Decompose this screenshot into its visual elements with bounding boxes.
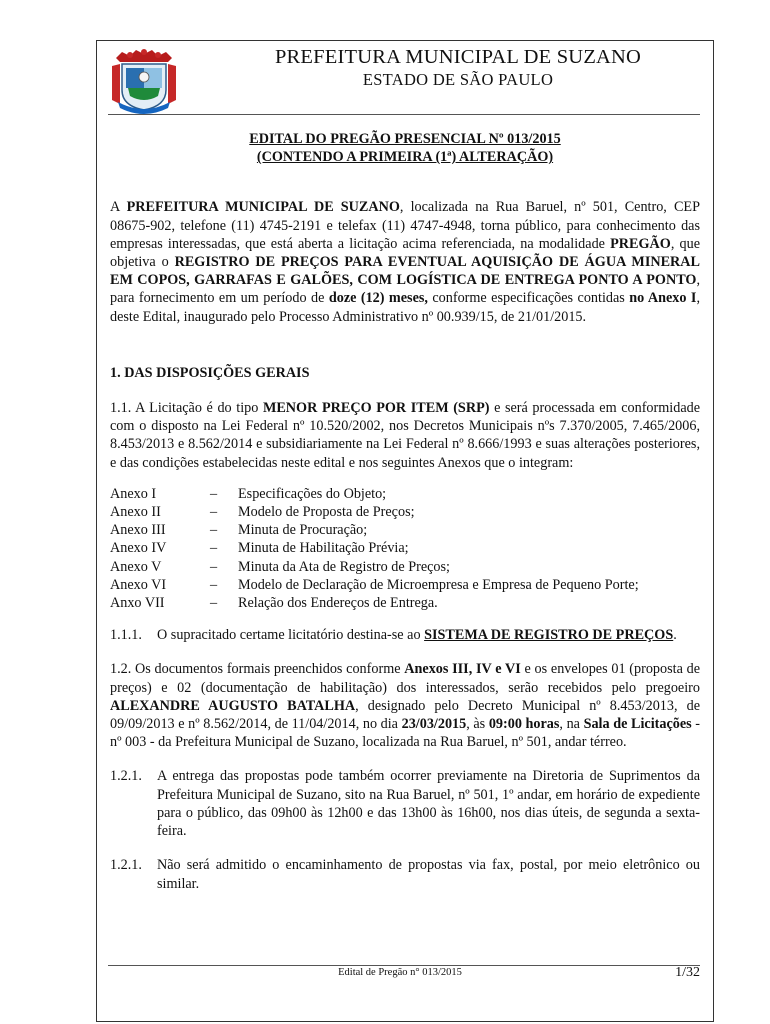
annex-item: Anexo III – Minuta de Procuração; xyxy=(110,522,368,539)
intro-paragraph: A PREFEITURA MUNICIPAL DE SUZANO, localizada na Rua Baruel, nº 501, Centro, CEP 08675-902, telefone (11) 4745-2191 e telefax (11) 4747-4948, torna público, para conhecimento das empresas interessadas, que está aberta a licitação acima referenciada, na modalidade PREGÃO, que objetiva o REGISTRO DE PREÇOS PARA EVENTUAL AQUISIÇÃO DE ÁGUA MINERAL EM COPOS, GARRAFAS E GALÕES, COM LOGÍSTICA DE ENTREGA PONTO A PONTO, para fornecimento em um período de doze (12) meses, conforme especificações contidas no Anexo I, deste Edital, inaugurado pelo Processo Administrativo nº 00.939/15, de 21/01/2015. xyxy=(110,199,701,325)
header-divider xyxy=(108,114,700,115)
footer-caption: Edital de Pregão n° 013/2015 xyxy=(338,967,462,978)
annex-item: Anexo V – Minuta da Ata de Registro de Preços; xyxy=(110,558,450,575)
annex-item: Anexo IV – Minuta de Habilitação Prévia; xyxy=(110,540,409,557)
document-title-line-1: EDITAL DO PREGÃO PRESENCIAL Nº 013/2015 xyxy=(249,131,561,147)
clause-1-2: 1.2. Os documentos formais preenchidos conforme Anexos III, IV e VI e os envelopes 01 (proposta de preços) e 02 (documentação de habilitação) dos interessados, serão recebidos pelo pregoeiro ALEXANDRE AUGUSTO BATALHA, designado pelo Decreto Municipal nº 8.453/2013, de 09/09/2013 e nº 8.562/2014, de 11/04/2014, no dia 23/03/2015, às 09:00 horas, na Sala de Licitações - nº 003 - da Prefeitura Municipal de Suzano, localizada na Rua Baruel, nº 501, andar térreo. xyxy=(110,661,700,751)
section-heading-general: 1. DAS DISPOSIÇÕES GERAIS xyxy=(110,364,310,381)
municipal-coat-of-arms-icon xyxy=(108,44,180,114)
clause-1-1-1: 1.1.1. O supracitado certame licitatório destina-se ao SISTEMA DE REGISTRO DE PREÇOS. xyxy=(110,627,677,644)
annex-item: Anexo I – Especificações do Objeto; xyxy=(110,485,387,502)
footer-divider xyxy=(108,965,700,966)
annex-item: Anxo VII – Relação dos Endereços de Entrega. xyxy=(110,595,438,612)
clause-1-2-1-no-fax: 1.2.1. Não será admitido o encaminhamento de propostas via fax, postal, por meio eletrônico ou similar. xyxy=(110,857,700,892)
annex-item: Anexo VI – Modelo de Declaração de Microempresa e Empresa de Pequeno Porte; xyxy=(110,576,639,593)
header-title: PREFEITURA MUNICIPAL DE SUZANO xyxy=(274,46,642,68)
document-body xyxy=(110,130,700,893)
document-title-line-2: (CONTENDO A PRIMEIRA (1ª) ALTERAÇÃO) xyxy=(256,149,554,166)
header-subtitle: ESTADO DE SÃO PAULO xyxy=(362,70,554,89)
clause-1-1: 1.1. A Licitação é do tipo MENOR PREÇO POR ITEM (SRP) e será processada em conformidade com o disposto na Lei Federal nº 10.520/2002, nos Decretos Municipais nºs 7.370/2005, 7.465/2006, 8.453/2013 e 8.562/2014 e subsidiariamente na Lei Federal nº 8.666/1993 e suas alterações posteriores, e das condições estabelecidas neste edital e nos seguintes Anexos que o integram: xyxy=(110,400,701,471)
clause-1-2-1-delivery: 1.2.1. A entrega das propostas pode também ocorrer previamente na Diretoria de Suprimentos da Prefeitura Municipal de Suzano, sito na Rua Baruel, nº 501, 1º andar, em horário de expediente para o público, das 09h00 às 12h00 e das 13h00 às 16h00, nos dias úteis, de segunda a sexta-feira. xyxy=(110,768,700,840)
page-header xyxy=(108,44,708,114)
annex-item: Anexo II – Modelo de Proposta de Preços; xyxy=(110,504,415,521)
page-number: 1/32 xyxy=(675,965,700,980)
annex-list xyxy=(110,485,700,612)
